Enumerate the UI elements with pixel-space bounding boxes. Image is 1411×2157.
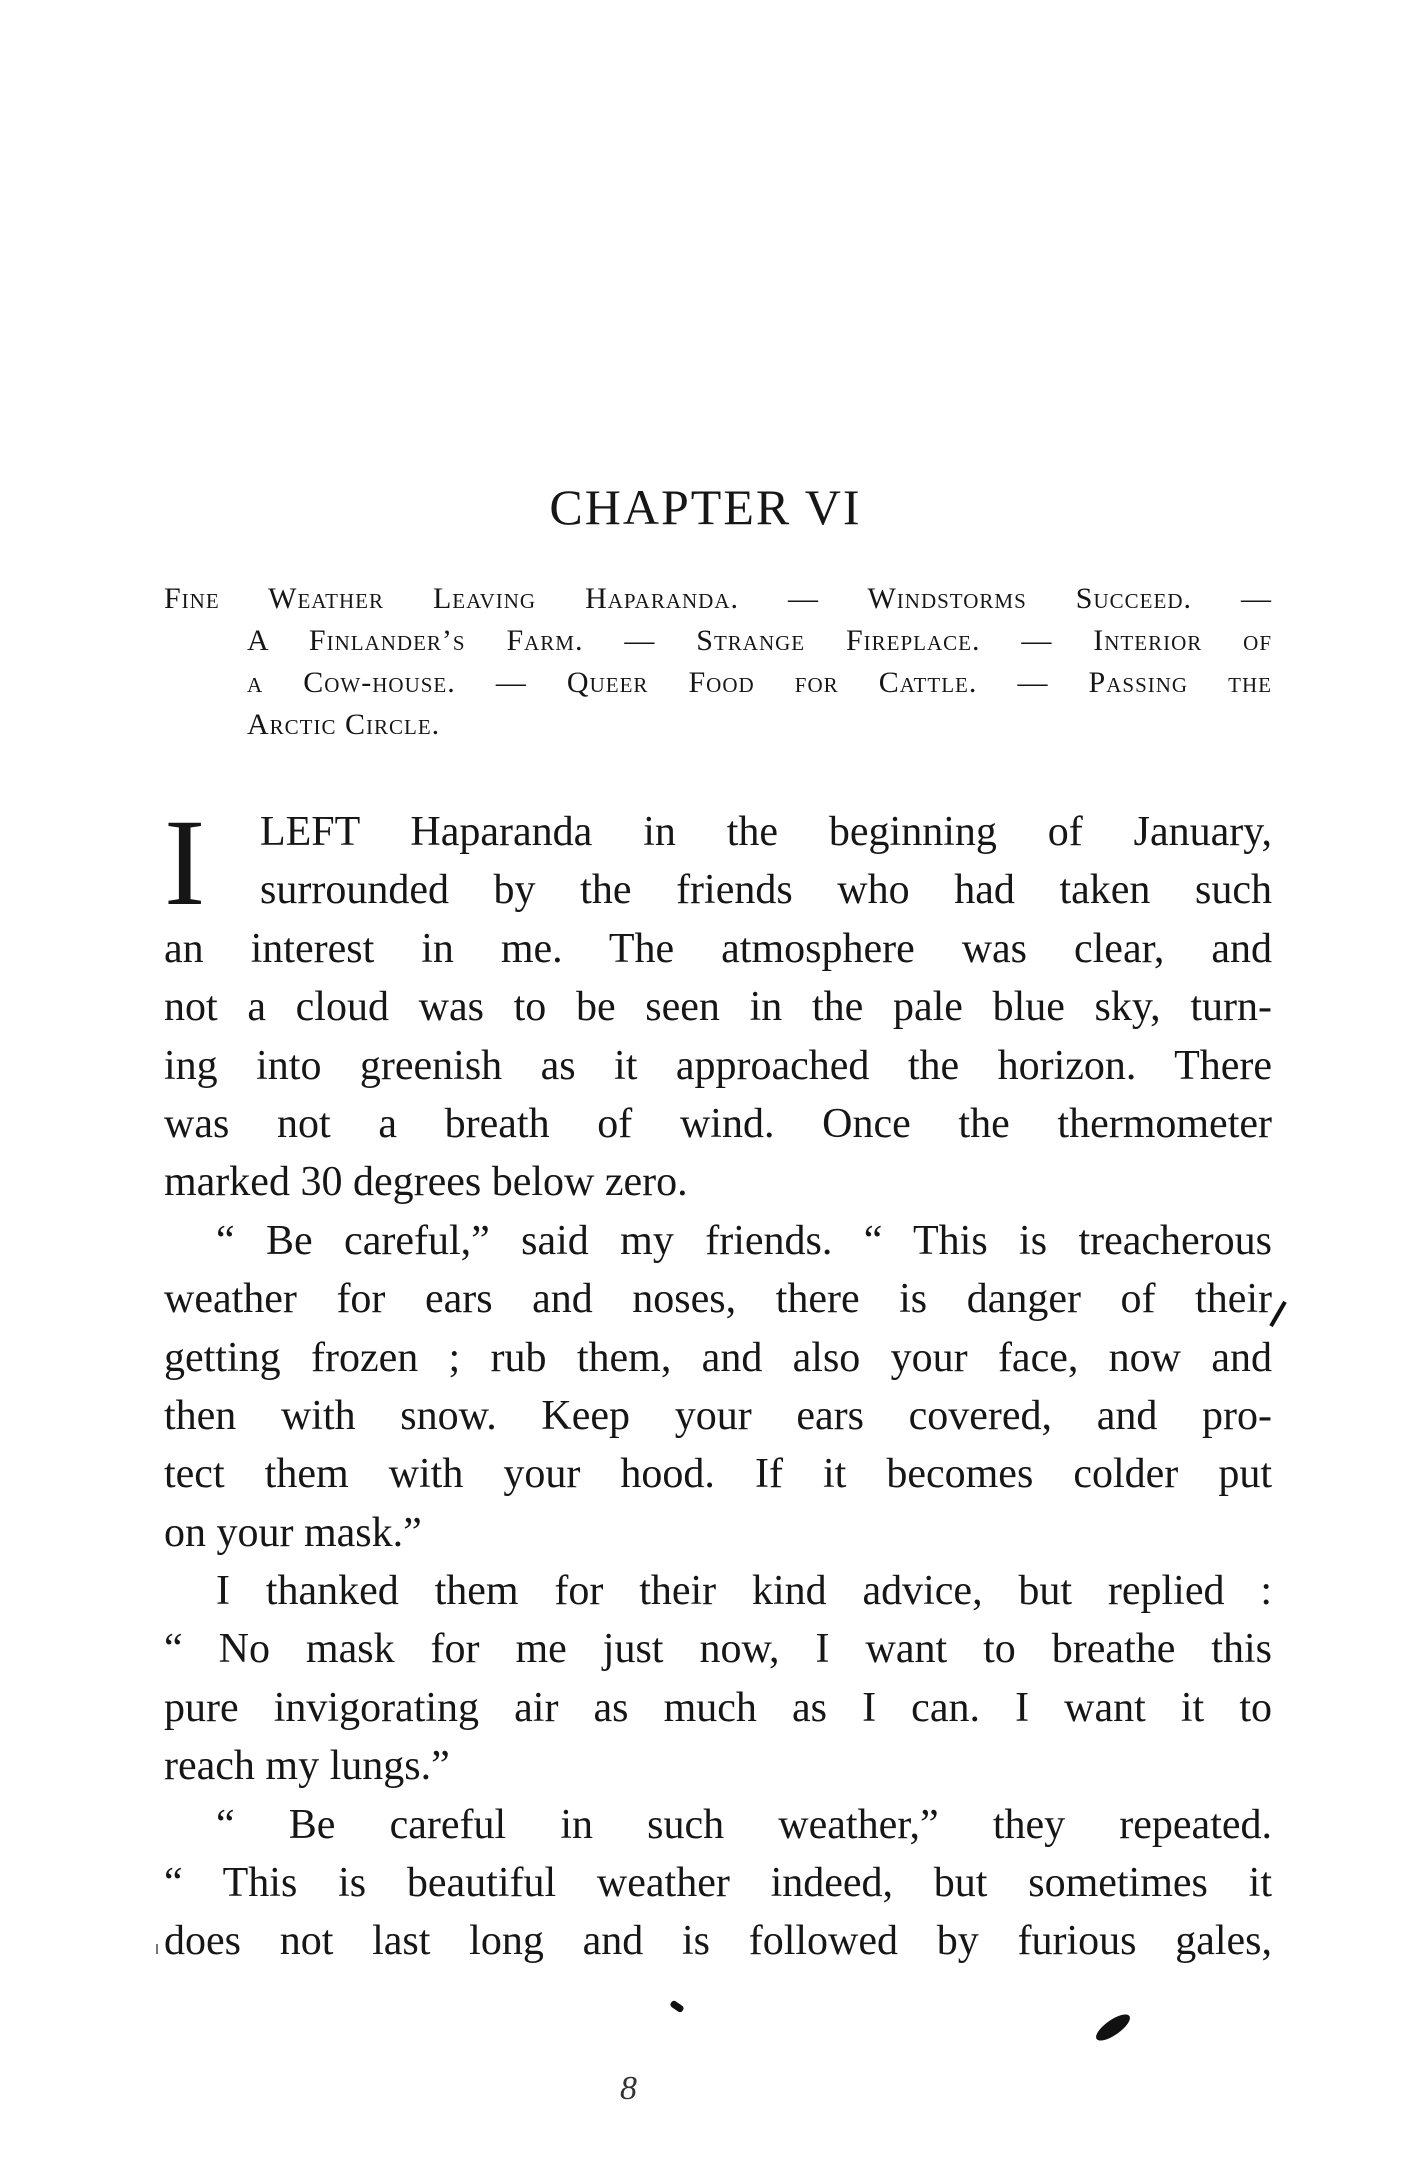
text-line: pure invigorating air as much as I can. I want it to	[164, 1684, 1272, 1731]
text-line: marked 30 degrees below zero.	[164, 1159, 688, 1206]
text-line: tect them with your hood. If it becomes colder put	[164, 1451, 1272, 1498]
summary-line: Fine Weather Leaving Haparanda. — Windstorms Succeed. —	[164, 582, 1272, 615]
text-line: not a cloud was to be seen in the pale blue sky, turn-	[164, 984, 1272, 1031]
chapter-title: CHAPTER VI	[549, 479, 862, 535]
ink-mark	[669, 2000, 684, 2014]
text-line: does not last long and is followed by furious gales,	[164, 1918, 1272, 1965]
summary-line: A Finlander’s Farm. — Strange Fireplace. — Interior of	[247, 624, 1272, 657]
body-text	[164, 794, 1272, 1971]
summary-line: Arctic Circle.	[247, 708, 441, 741]
text-line: then with snow. Keep your ears covered, and pro-	[164, 1392, 1272, 1439]
text-line: “ This is beautiful weather indeed, but sometimes it	[164, 1860, 1272, 1907]
text-line: “ Be careful in such weather,” they repeated.	[216, 1801, 1272, 1848]
text-line: on your mask.”	[164, 1509, 422, 1556]
chapter-summary	[164, 578, 1272, 746]
ink-mark	[1092, 2010, 1133, 2045]
text-line: an interest in me. The atmosphere was clear, and	[164, 925, 1272, 972]
text-line: ing into greenish as it approached the horizon. There	[164, 1042, 1272, 1089]
drop-cap: I	[164, 794, 206, 931]
signature-mark: 8	[620, 2070, 637, 2107]
ink-mark	[156, 1944, 158, 1954]
text-line: “ No mask for me just now, I want to breathe this	[164, 1626, 1272, 1673]
text-line: weather for ears and noses, there is danger of their	[164, 1276, 1272, 1323]
summary-line: a Cow-house. — Queer Food for Cattle. — Passing the	[247, 666, 1272, 699]
text-line: surrounded by the friends who had taken such	[260, 867, 1272, 914]
text-line: getting frozen ; rub them, and also your face, now and	[164, 1334, 1272, 1381]
text-line: I thanked them for their kind advice, but replied :	[216, 1568, 1272, 1615]
text-line: LEFT Haparanda in the beginning of January,	[260, 809, 1272, 855]
text-line: reach my lungs.”	[164, 1743, 450, 1790]
text-line: “ Be careful,” said my friends. “ This is treacherous	[216, 1217, 1272, 1264]
text-line: was not a breath of wind. Once the thermometer	[164, 1100, 1272, 1147]
